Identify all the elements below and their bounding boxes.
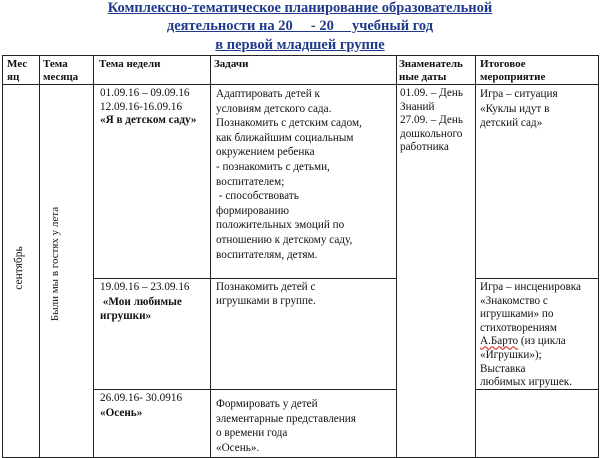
grid-line	[93, 56, 94, 457]
header-theme-week: Тема недели	[99, 58, 161, 70]
row-divider	[93, 389, 396, 390]
header-final: Итоговое мероприятие	[480, 58, 546, 83]
grid-line	[475, 56, 476, 457]
header-divider	[3, 84, 598, 85]
row-divider	[475, 278, 598, 279]
week-1-events: 01.09. – День Знаний 27.09. – День дошкольного работника	[400, 87, 463, 154]
week-2-dates: 19.09.16 – 23.09.16	[100, 281, 190, 293]
week-2-final	[480, 281, 581, 390]
header-month: Мес яц	[7, 58, 28, 83]
grid-line	[210, 56, 211, 457]
document-title-line-1: Комплексно-тематическое планирование образовательной	[107, 0, 493, 16]
grid-line	[396, 56, 397, 457]
planning-table	[2, 55, 599, 458]
week-3-title: «Осень»	[100, 407, 143, 419]
document-title-line-2: деятельности на 20 - 20 учебный год	[166, 18, 434, 34]
week-3-dates: 26.09.16- 30.0916	[100, 392, 183, 404]
week-1-dates: 01.09.16 – 09.09.16 12.09.16-16.09.16	[100, 87, 190, 113]
week-1-final: Игра – ситуация «Куклы идут в детский сад»	[480, 88, 558, 130]
week-2-title: «Мои любимые игрушки»	[100, 296, 182, 322]
week-1-tasks: Адаптировать детей к условиям детского сада. Познакомить с детским садом, как ближайшим социальным окружением ребенка - познакомить с детьми, воспитателем; - способствовать формированию положительных эмоций по отношению к детскому саду, воспитателям, детям.	[216, 88, 362, 261]
header-tasks: Задачи	[214, 58, 249, 70]
row-divider	[93, 278, 396, 279]
week-2-final-text: Игра – инсценировка «Знакомство с игрушками» по стихотворениям	[480, 281, 581, 334]
document-title-line-3: в первой младшей группе	[215, 37, 385, 53]
header-dates: Знаменатель ные даты	[399, 58, 463, 83]
month-label: сентябрь	[13, 246, 25, 290]
header-theme-month: Тема месяца	[43, 58, 79, 83]
grid-line	[39, 56, 40, 457]
week-2-tasks: Познакомить детей с игрушками в группе.	[216, 281, 316, 307]
week-2-final-tail: (из цикла «Игрушки»); Выставка любимых игрушек.	[480, 335, 573, 389]
author-name: А.Барто	[480, 335, 519, 348]
theme-month-label: Были мы в гостях у лета	[49, 206, 61, 322]
week-3-tasks: Формировать у детей элементарные представления о времени года «Осень».	[216, 398, 356, 454]
week-1-title: «Я в детском саду»	[100, 114, 197, 126]
